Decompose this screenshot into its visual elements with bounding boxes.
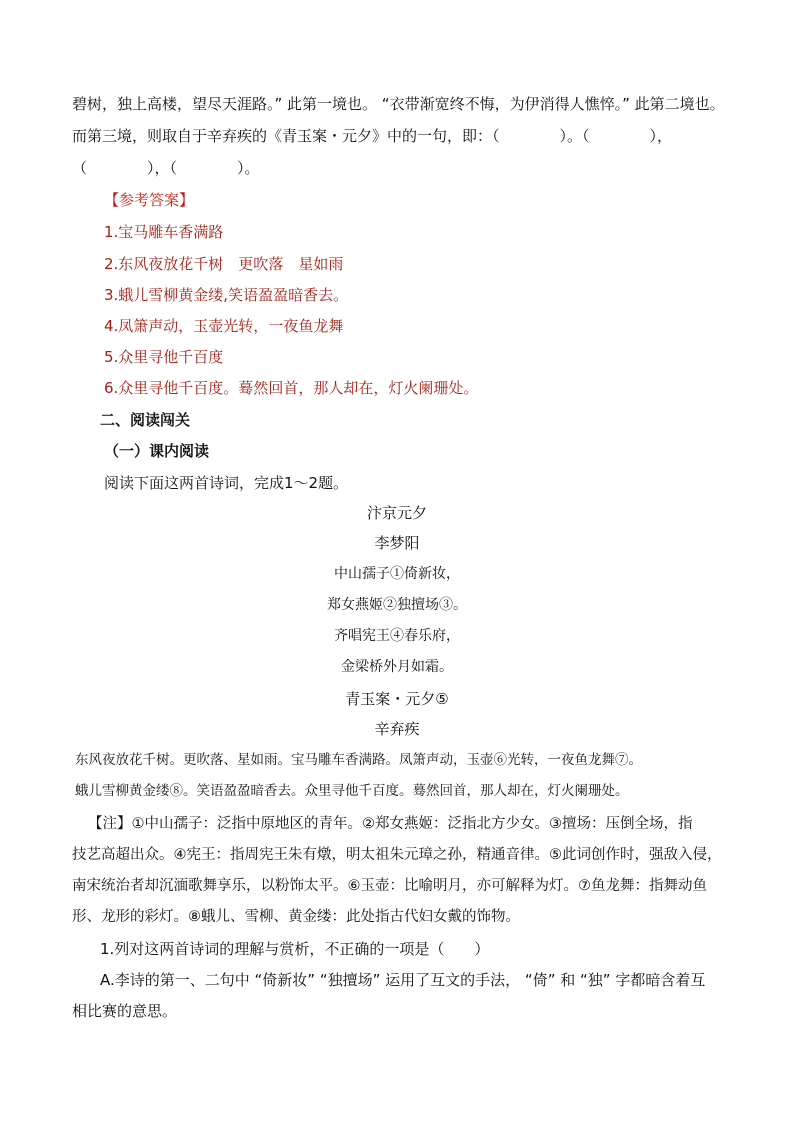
poem2-line-1: 东风夜放花千树。更吹落、星如雨。宝马雕车香满路。凤箫声动，玉壶⑥光转，一夜鱼龙舞⑦。 (75, 752, 642, 768)
notes-line-3: 南宋统治者却沉湎歌舞享乐，以粉饰太平。⑥玉壶：比喻明月，亦可解释为灯。⑦鱼龙舞：指舞动鱼 (72, 878, 707, 894)
option-a-line-2: 相比赛的意思。 (72, 1002, 178, 1020)
answers-heading: 【参考答案】 (104, 191, 195, 209)
answer-item-5: 5.众里寻他千百度 (104, 348, 224, 366)
poem1-title: 汴京元夕 (366, 504, 427, 522)
answer-item-1: 1.宝马雕车香满路 (104, 223, 224, 241)
poem2-author: 辛弃疾 (374, 720, 420, 738)
poem1-line-4: 金梁桥外月如霜。 (341, 659, 453, 675)
answer-item-3: 3.蛾儿雪柳黄金缕,笑语盈盈暗香去。 (104, 286, 349, 304)
answer-item-4: 4.凤箫声动，玉壶光转，一夜鱼龙舞 (104, 317, 344, 335)
intro-line-3: （ ），（ ）。 (72, 159, 260, 177)
notes-line-1: 【注】①中山孺子：泛指中原地区的青年。②郑女燕姬：泛指北方少女。③擅场：压倒全场，指 (88, 816, 693, 832)
poem1-line-3: 齐唱宪王④春乐府， (334, 628, 460, 644)
poem1-line-1: 中山孺子①倚新妆， (334, 566, 460, 582)
option-a-line-1: A.李诗的第一、二句中 “倚新妆” “独擅场” 运用了互文的手法， “倚” 和 “独” 字都暗含着互 (100, 971, 706, 989)
poem2-title: 青玉案・元夕⑤ (345, 690, 449, 708)
intro-line-1: 碧树，独上高楼，望尽天涯路。” 此第一境也。 “衣带渐宽终不悔，为伊消得人憔悴。” 此第二境也。 (72, 95, 725, 113)
section-title: 二、阅读闯关 (100, 411, 191, 429)
notes-line-4: 形、龙形的彩灯。⑧蛾儿、雪柳、黄金缕：此处指古代妇女戴的饰物。 (72, 909, 520, 925)
answer-item-2: 2.东风夜放花千树 更吹落 星如雨 (104, 255, 344, 273)
reading-instruction: 阅读下面这两首诗词，完成1～2题。 (104, 474, 349, 492)
poem2-line-2: 蛾儿雪柳黄金缕⑧。笑语盈盈暗香去。众里寻他千百度。蓦然回首，那人却在，灯火阑珊处。 (75, 783, 629, 799)
notes-line-2: 技艺高超出众。④宪王：指周宪王朱有燉，明太祖朱元璋之孙，精通音律。⑤此词创作时，强敌入侵， (72, 847, 722, 863)
poem1-author: 李梦阳 (374, 534, 420, 552)
section-subtitle: （一）课内阅读 (104, 442, 210, 460)
intro-line-2: 而第三境，则取自于辛弃疾的《青玉案・元夕》中的一句，即：（ ）。（ ）， (72, 127, 673, 145)
poem1-line-2: 郑女燕姬②独擅场③。 (327, 597, 467, 613)
question-stem: 1.列对这两首诗词的理解与赏析，不正确的一项是（ ） (100, 940, 490, 958)
answer-item-6: 6.众里寻他千百度。蓦然回首，那人却在，灯火阑珊处。 (104, 379, 479, 397)
